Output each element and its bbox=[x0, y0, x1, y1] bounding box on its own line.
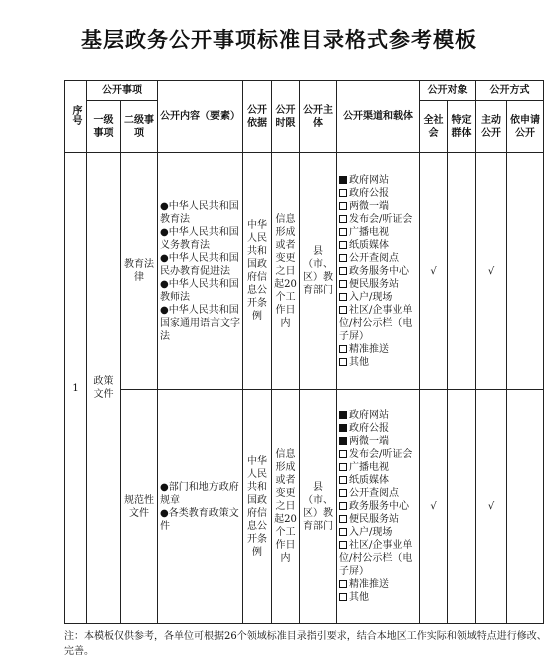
checked-box-icon bbox=[339, 176, 347, 184]
row-subject: 县（市、区）教育部门 bbox=[300, 153, 337, 390]
channel-item: 两微一端 bbox=[339, 200, 417, 213]
checked-box-icon bbox=[339, 411, 347, 419]
row-mode-apply bbox=[507, 390, 544, 624]
unchecked-box-icon bbox=[339, 541, 347, 549]
content-item: ●中华人民共和国民办教育促进法 bbox=[160, 252, 239, 277]
channel-item: 社区/企事业单位/村公示栏（电子屏） bbox=[339, 540, 413, 577]
header-level2: 二级事项 bbox=[121, 101, 158, 153]
content-item: ●中华人民共和国义务教育法 bbox=[160, 226, 239, 251]
checked-box-icon bbox=[339, 424, 347, 432]
unchecked-box-icon bbox=[339, 515, 347, 523]
table-row bbox=[65, 153, 544, 390]
row-seq: 1 bbox=[65, 153, 87, 624]
unchecked-box-icon bbox=[339, 189, 347, 197]
unchecked-box-icon bbox=[339, 358, 347, 366]
header-channel: 公开渠道和载体 bbox=[337, 81, 420, 153]
channel-item: 发布会/听证会 bbox=[339, 448, 417, 461]
unchecked-box-icon bbox=[339, 241, 347, 249]
header-target-specific: 特定群体 bbox=[448, 101, 476, 153]
row-time-limit: 信息形成或者变更之日起20个工作日内 bbox=[272, 390, 300, 624]
unchecked-box-icon bbox=[339, 580, 347, 588]
unchecked-box-icon bbox=[339, 502, 347, 510]
content-item: ●中华人民共和国教师法 bbox=[160, 278, 239, 303]
row-target-all: √ bbox=[420, 390, 448, 624]
unchecked-box-icon bbox=[339, 476, 347, 484]
content-item: ●中华人民共和国教育法 bbox=[160, 200, 239, 225]
channel-item: 政府网站 bbox=[339, 409, 417, 422]
channel-item: 其他 bbox=[339, 356, 417, 369]
row-subject: 县（市、区）教育部门 bbox=[300, 390, 337, 624]
unchecked-box-icon bbox=[339, 215, 347, 223]
standard-catalog-table bbox=[64, 80, 544, 624]
header-level1: 一级事项 bbox=[87, 101, 121, 153]
unchecked-box-icon bbox=[339, 345, 347, 353]
channel-item: 社区/企事业单位/村公示栏（电子屏） bbox=[339, 304, 413, 342]
channel-item: 其他 bbox=[339, 591, 417, 604]
channel-item: 纸质媒体 bbox=[339, 474, 417, 487]
header-target: 公开对象 bbox=[420, 81, 476, 101]
unchecked-box-icon bbox=[339, 528, 347, 536]
row-basis: 中华人民共和国政府信息公开条例 bbox=[243, 390, 272, 624]
checked-box-icon bbox=[339, 437, 347, 445]
channel-item: 便民服务站 bbox=[339, 513, 417, 526]
channel-item: 两微一端 bbox=[339, 435, 417, 448]
channel-item: 广播电视 bbox=[339, 461, 417, 474]
channel-item: 精准推送 bbox=[339, 578, 417, 591]
header-content: 公开内容（要素） bbox=[158, 81, 243, 153]
row-level2: 教育法律 bbox=[121, 153, 158, 390]
unchecked-box-icon bbox=[339, 450, 347, 458]
footnote: 注：本模板仅供参考，各单位可根据26个领域标准目录指引要求，结合本地区工作实际和领域特点进行修改、完善。 bbox=[64, 631, 547, 657]
row-mode-active: √ bbox=[476, 153, 507, 390]
unchecked-box-icon bbox=[339, 254, 347, 262]
channel-item: 便民服务站 bbox=[339, 278, 417, 291]
row-basis: 中华人民共和国政府信息公开条例 bbox=[243, 153, 272, 390]
channel-item: 公开查阅点 bbox=[339, 487, 417, 500]
row-content bbox=[158, 390, 243, 624]
row-target-all: √ bbox=[420, 153, 448, 390]
header-mode: 公开方式 bbox=[476, 81, 544, 101]
row-content bbox=[158, 153, 243, 390]
channel-item: 政府网站 bbox=[339, 174, 417, 187]
channel-item: 精准推送 bbox=[339, 343, 417, 356]
unchecked-box-icon bbox=[339, 293, 347, 301]
row-target-specific bbox=[448, 390, 476, 624]
header-subject: 公开主体 bbox=[300, 81, 337, 153]
row-mode-active: √ bbox=[476, 390, 507, 624]
channel-item: 发布会/听证会 bbox=[339, 213, 417, 226]
channel-item: 政务服务中心 bbox=[339, 500, 417, 513]
row-channels bbox=[337, 153, 420, 390]
unchecked-box-icon bbox=[339, 280, 347, 288]
channel-item: 纸质媒体 bbox=[339, 239, 417, 252]
row-level1: 政策文件 bbox=[87, 153, 121, 624]
header-mode-apply: 依申请公开 bbox=[507, 101, 544, 153]
unchecked-box-icon bbox=[339, 306, 347, 314]
content-item: ●部门和地方政府规章 bbox=[160, 481, 239, 506]
channel-item: 公开查阅点 bbox=[339, 252, 417, 265]
table-row bbox=[65, 390, 544, 624]
channel-item: 入户/现场 bbox=[339, 291, 417, 304]
row-time-limit: 信息形成或者变更之日起20个工作日内 bbox=[272, 153, 300, 390]
header-time-limit: 公开时限 bbox=[272, 81, 300, 153]
header-seq: 序号 bbox=[65, 81, 87, 153]
channel-item: 广播电视 bbox=[339, 226, 417, 239]
document-title: 基层政务公开事项标准目录格式参考模板 bbox=[81, 28, 477, 52]
unchecked-box-icon bbox=[339, 228, 347, 236]
header-mode-active: 主动公开 bbox=[476, 101, 507, 153]
unchecked-box-icon bbox=[339, 267, 347, 275]
unchecked-box-icon bbox=[339, 593, 347, 601]
row-mode-apply bbox=[507, 153, 544, 390]
content-item: ●各类教育政策文件 bbox=[160, 507, 239, 532]
row-target-specific bbox=[448, 153, 476, 390]
unchecked-box-icon bbox=[339, 489, 347, 497]
row-level2: 规范性文件 bbox=[121, 390, 158, 624]
channel-item: 政府公报 bbox=[339, 187, 417, 200]
header-basis: 公开依据 bbox=[243, 81, 272, 153]
header-matter: 公开事项 bbox=[87, 81, 158, 101]
unchecked-box-icon bbox=[339, 463, 347, 471]
row-channels bbox=[337, 390, 420, 624]
channel-item: 入户/现场 bbox=[339, 526, 417, 539]
channel-item: 政府公报 bbox=[339, 422, 417, 435]
content-item: ●中华人民共和国国家通用语言文字法 bbox=[160, 304, 240, 342]
unchecked-box-icon bbox=[339, 202, 347, 210]
header-target-all: 全社会 bbox=[420, 101, 448, 153]
channel-item: 政务服务中心 bbox=[339, 265, 417, 278]
